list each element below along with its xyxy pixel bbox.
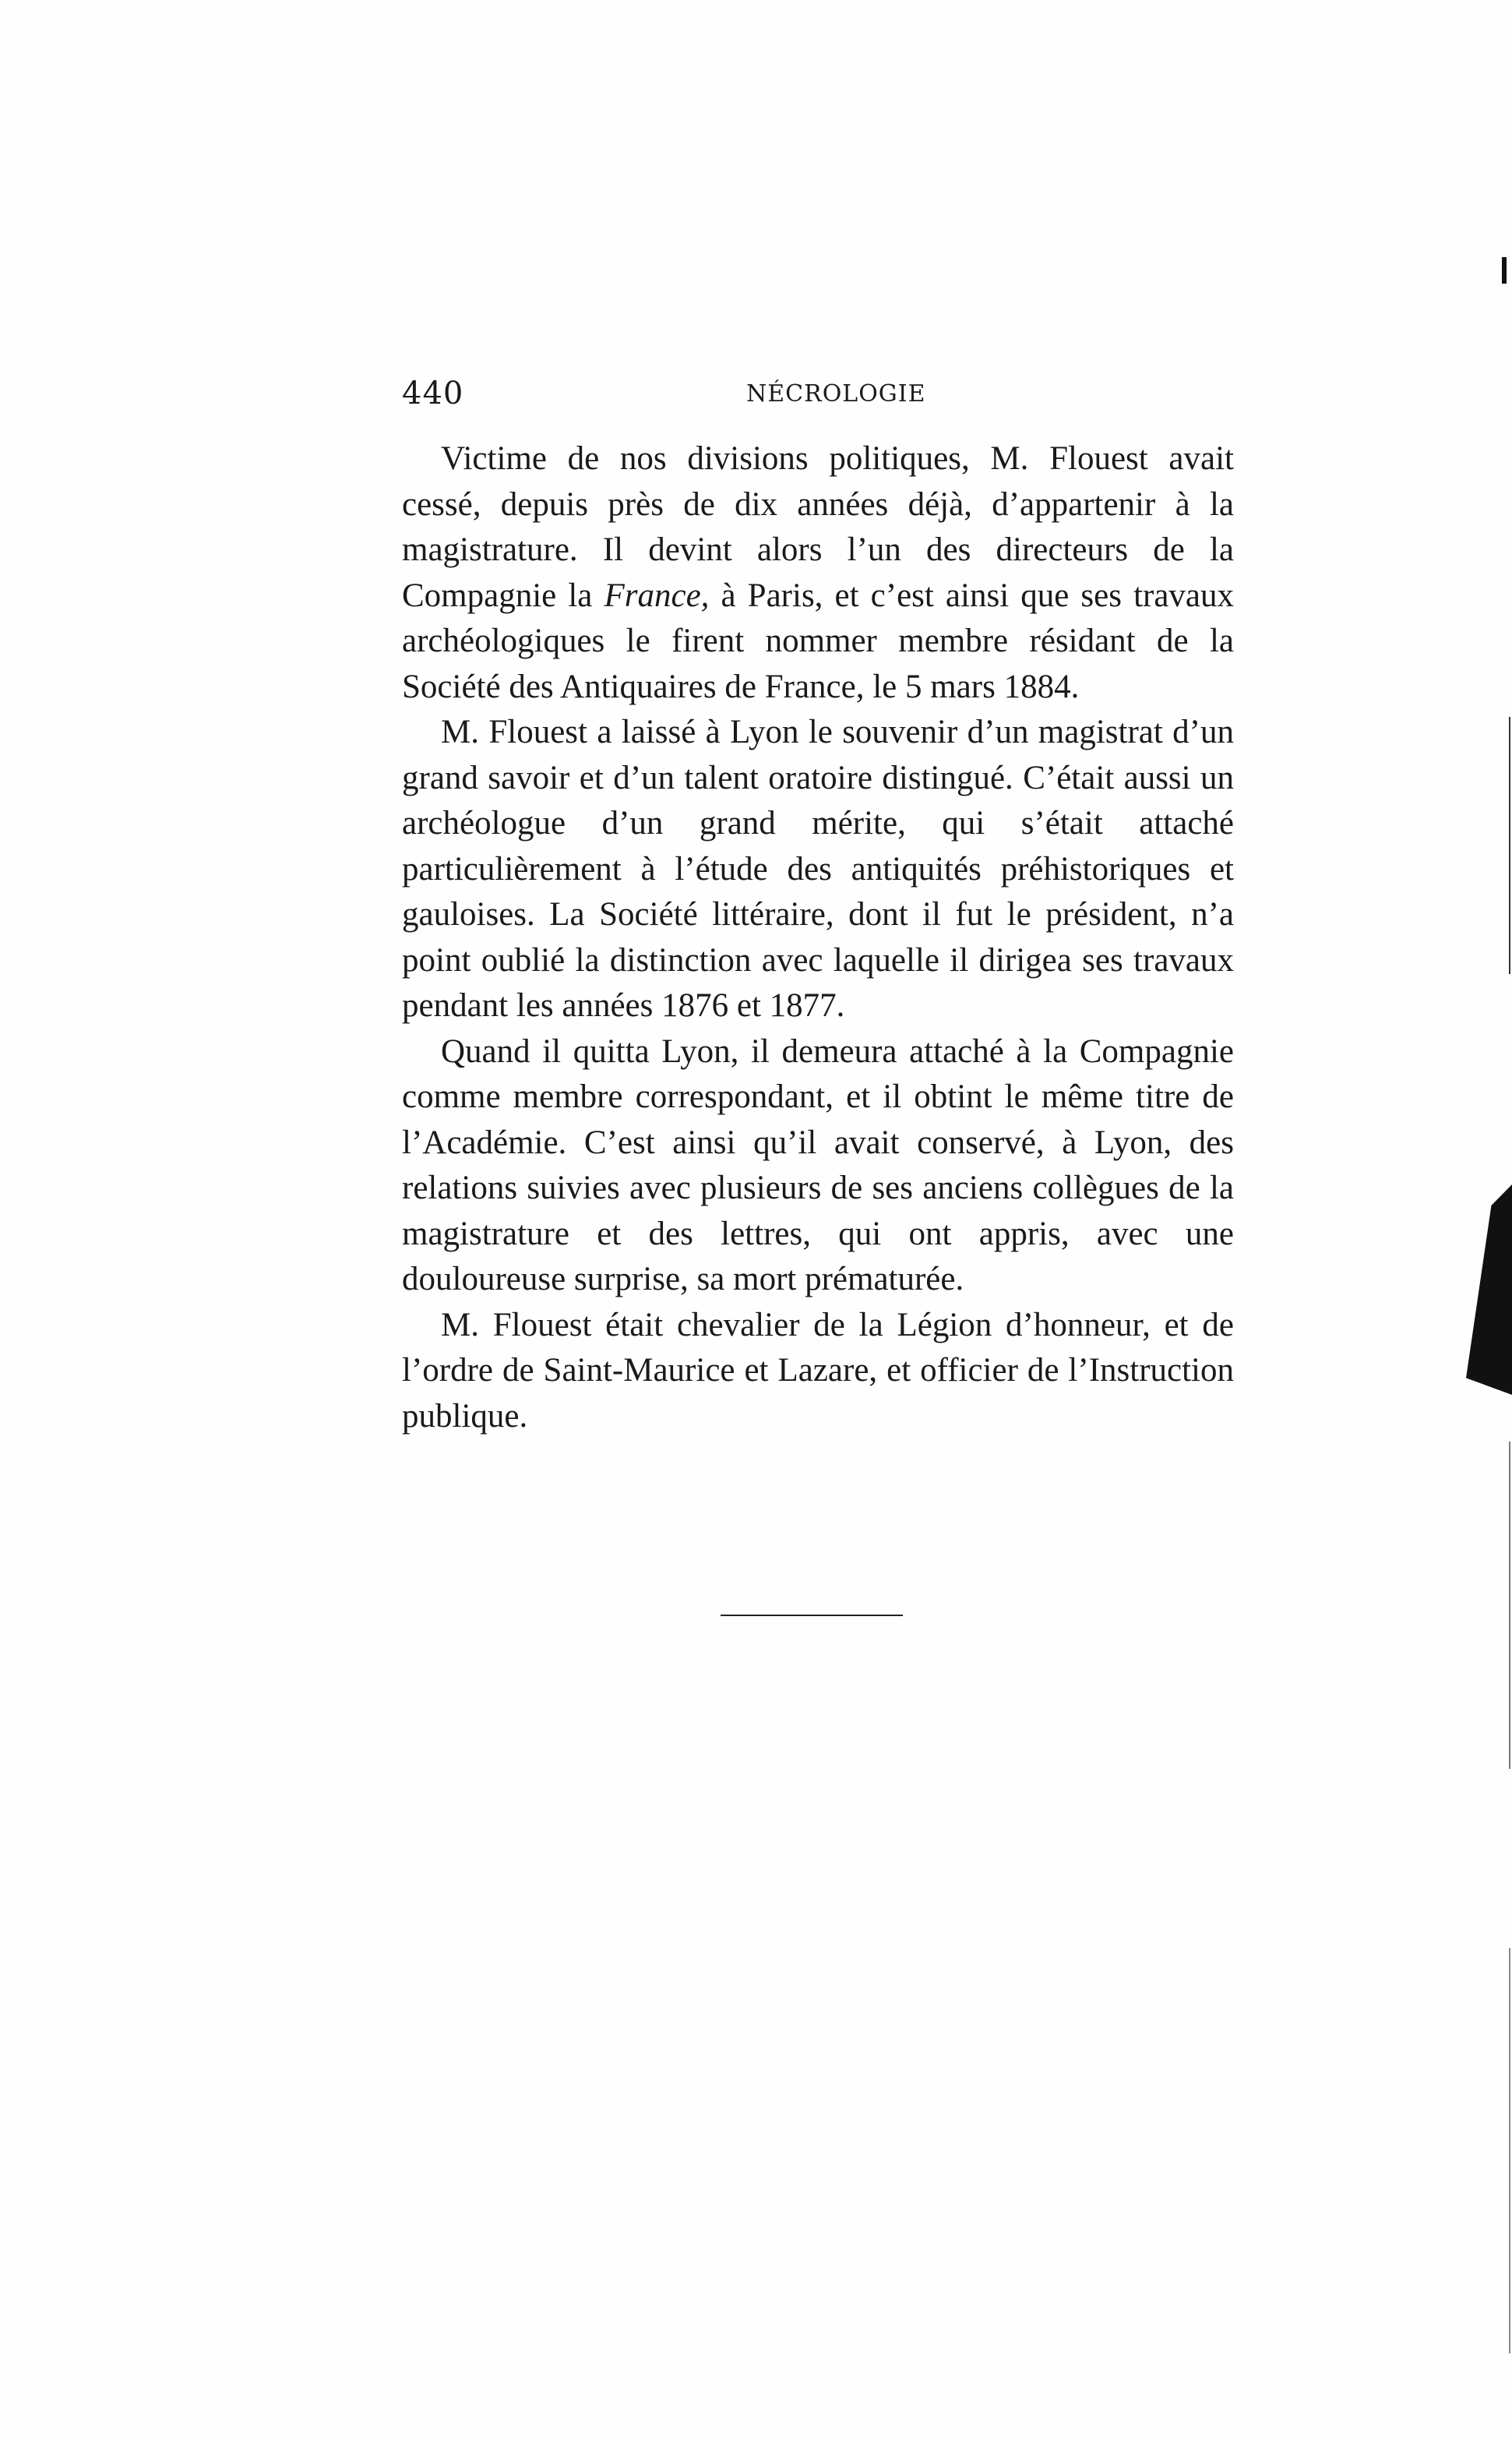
paragraph-3: Quand il quitta Lyon, il demeura attaché à la Compagnie comme membre correspondant, et il obtint le même titre de l’Académie. C’est ainsi qu’il avait conservé, à Lyon, des relations suivies avec plusieurs de ses anciens collègues de la magistrature et des lettres, qui ont appris, avec une douloureuse surprise, sa mort prématurée. bbox=[402, 1032, 1234, 1297]
scan-edge-mark-top bbox=[1502, 257, 1507, 284]
body-text bbox=[402, 436, 1234, 1439]
paragraph-1 bbox=[402, 436, 1234, 710]
running-title: NÉCROLOGIE bbox=[746, 380, 926, 408]
paragraph-1-italic-company-name: France, bbox=[604, 577, 710, 614]
end-rule-divider bbox=[721, 1615, 903, 1616]
scan-edge-line-2 bbox=[1509, 1442, 1510, 1769]
page-number: 440 bbox=[402, 376, 464, 411]
scan-edge-line-3 bbox=[1509, 1948, 1510, 2353]
paragraph-4: M. Flouest était chevalier de la Légion d’honneur, et de l’ordre de Saint-Maurice et Lazare, et officier de l’Instruction publique. bbox=[402, 1306, 1234, 1435]
scan-edge-shadow bbox=[1466, 1184, 1512, 1395]
paragraph-2: M. Flouest a laissé à Lyon le souvenir d’un magistrat d’un grand savoir et d’un talent oratoire distingué. C’était aussi un archéologue d’un grand mérite, qui s’était attaché particulièrement à l’étude des antiquités préhistoriques et gauloises. La Société littéraire, dont il fut le président, n’a point oublié la distinction avec laquelle il dirigea ses travaux pendant les années 1876 et 1877. bbox=[402, 714, 1234, 1024]
scan-edge-line-1 bbox=[1509, 717, 1510, 974]
paragraph-1-text-end: à Paris, et c’est ainsi que ses travaux archéologiques le firent nommer membre résidant de la Société des Antiquaires de France, le 5 mars 1884. bbox=[402, 577, 1235, 705]
paragraph-1-text-start: Victime de nos divisions politiques, M. Flouest avait cessé, depuis près de dix années déjà, d’appartenir à la magistrature. Il devint alors l’un des directeurs de la Compagnie la bbox=[402, 440, 1234, 614]
